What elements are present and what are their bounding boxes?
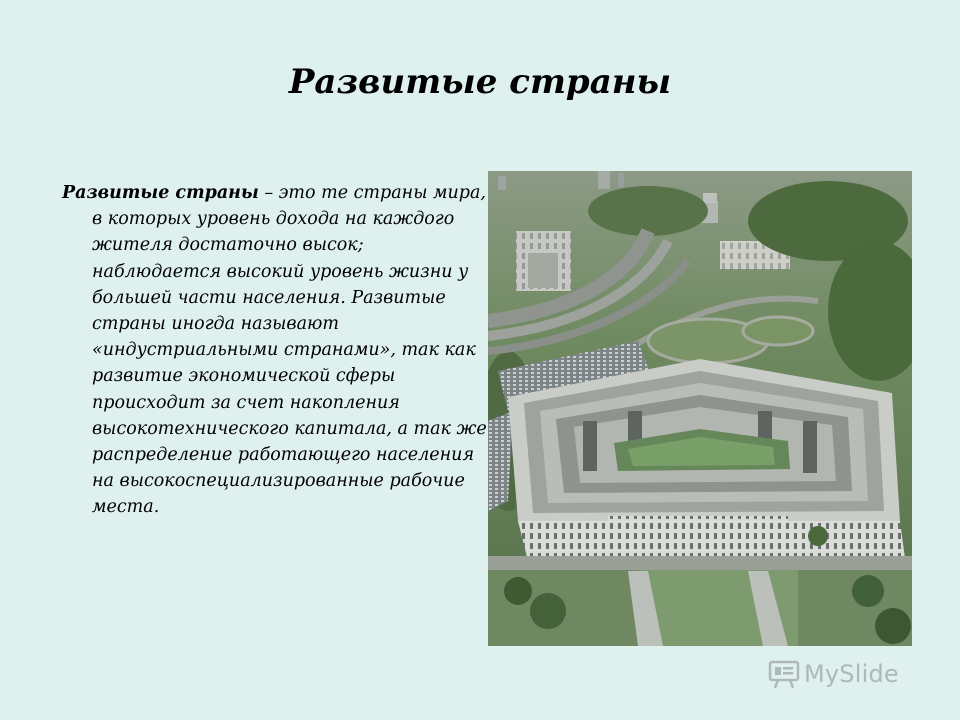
definition-text: – это те страны мира, в которых уровень дохода на каждого жителя достаточно высок; наблюдается высокий уровень жизни у большей части населения. Развитые страны иногда называют «индустриальными странами», так как развитие экономической сферы происходит за счет накопления высокотехнического капитала, а так же распределение работающего населения на высокоспециализированные рабочие места. xyxy=(92,183,487,518)
pentagon-aerial-photo xyxy=(488,171,912,646)
slide-title: Развитые страны xyxy=(288,62,672,102)
myslide-watermark xyxy=(768,656,899,692)
definition-paragraph xyxy=(62,180,487,521)
defined-term: Развитые страны xyxy=(62,183,259,203)
watermark-text: MySlide xyxy=(804,660,899,688)
projector-screen-icon xyxy=(768,658,800,690)
